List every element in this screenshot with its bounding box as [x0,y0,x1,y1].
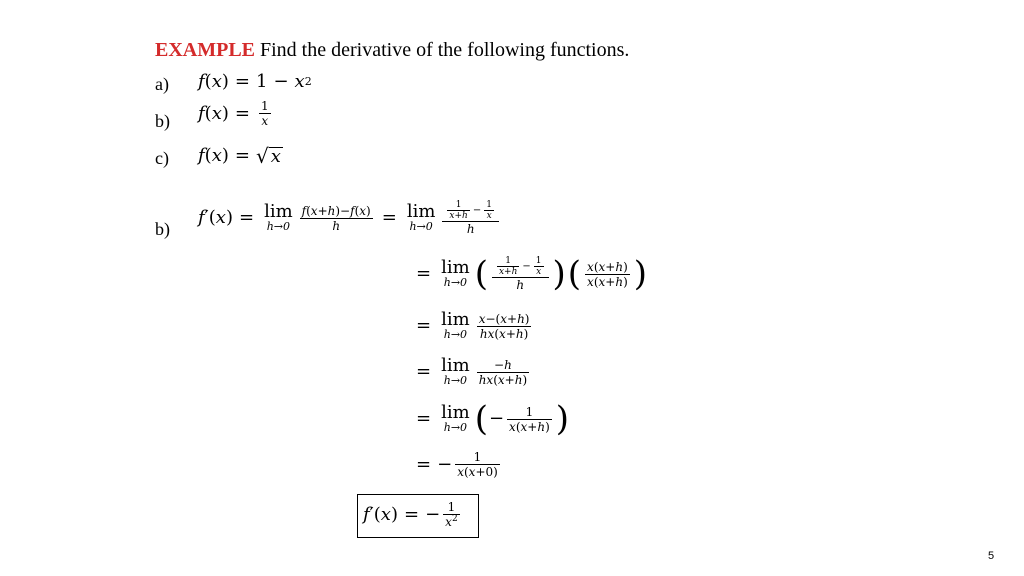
problem-c-label: c) [155,148,169,168]
derivation-line-4: = lim h→0 $\frac{-h}{hx(x+h)}$ [416,355,528,387]
derivation-line-6: = − $\frac{1}{x(x+0)}$ [416,450,498,479]
derivation-line-2: = lim h→0 ( $\frac{1}{x+h}$ − $\frac{1}{x}$ h ) ( $\frac{x(x+h)}{x(x+h)}$ ) [416,254,648,294]
problem-a-formula: f ( x ) = 1 − x 2 [198,71,312,92]
problem-b-formula: f ( x ) = $\frac{1}{x}$ [198,99,269,128]
example-keyword: EXAMPLE [155,39,255,61]
page-number: 5 [988,550,995,562]
final-result: f ′( x ) = − $\frac{1}{x^2}$ [363,500,458,529]
example-instruction: Find the derivative of the following functions. [260,39,630,61]
problem-c-formula: f ( x ) = √ x [198,144,281,168]
derivation-line-1: f ′( x ) = lim h→0 $\frac{f(x+h)-f(x)}{h}$ = lim h→0 $\frac{1}{x+h}$ − $\frac{1}{x}$ h [198,200,502,236]
problem-a-label: a) [155,74,169,94]
problem-b-label: b) [155,111,170,131]
derivation-line-5: = lim h→0 ( − $\frac{1}{x(x+h)}$ ) [416,399,570,439]
derivation-line-3: = lim h→0 $\frac{x-(x+h)}{hx(x+h)}$ [416,309,530,341]
example-heading [155,38,629,62]
solution-label: b) [155,219,170,239]
